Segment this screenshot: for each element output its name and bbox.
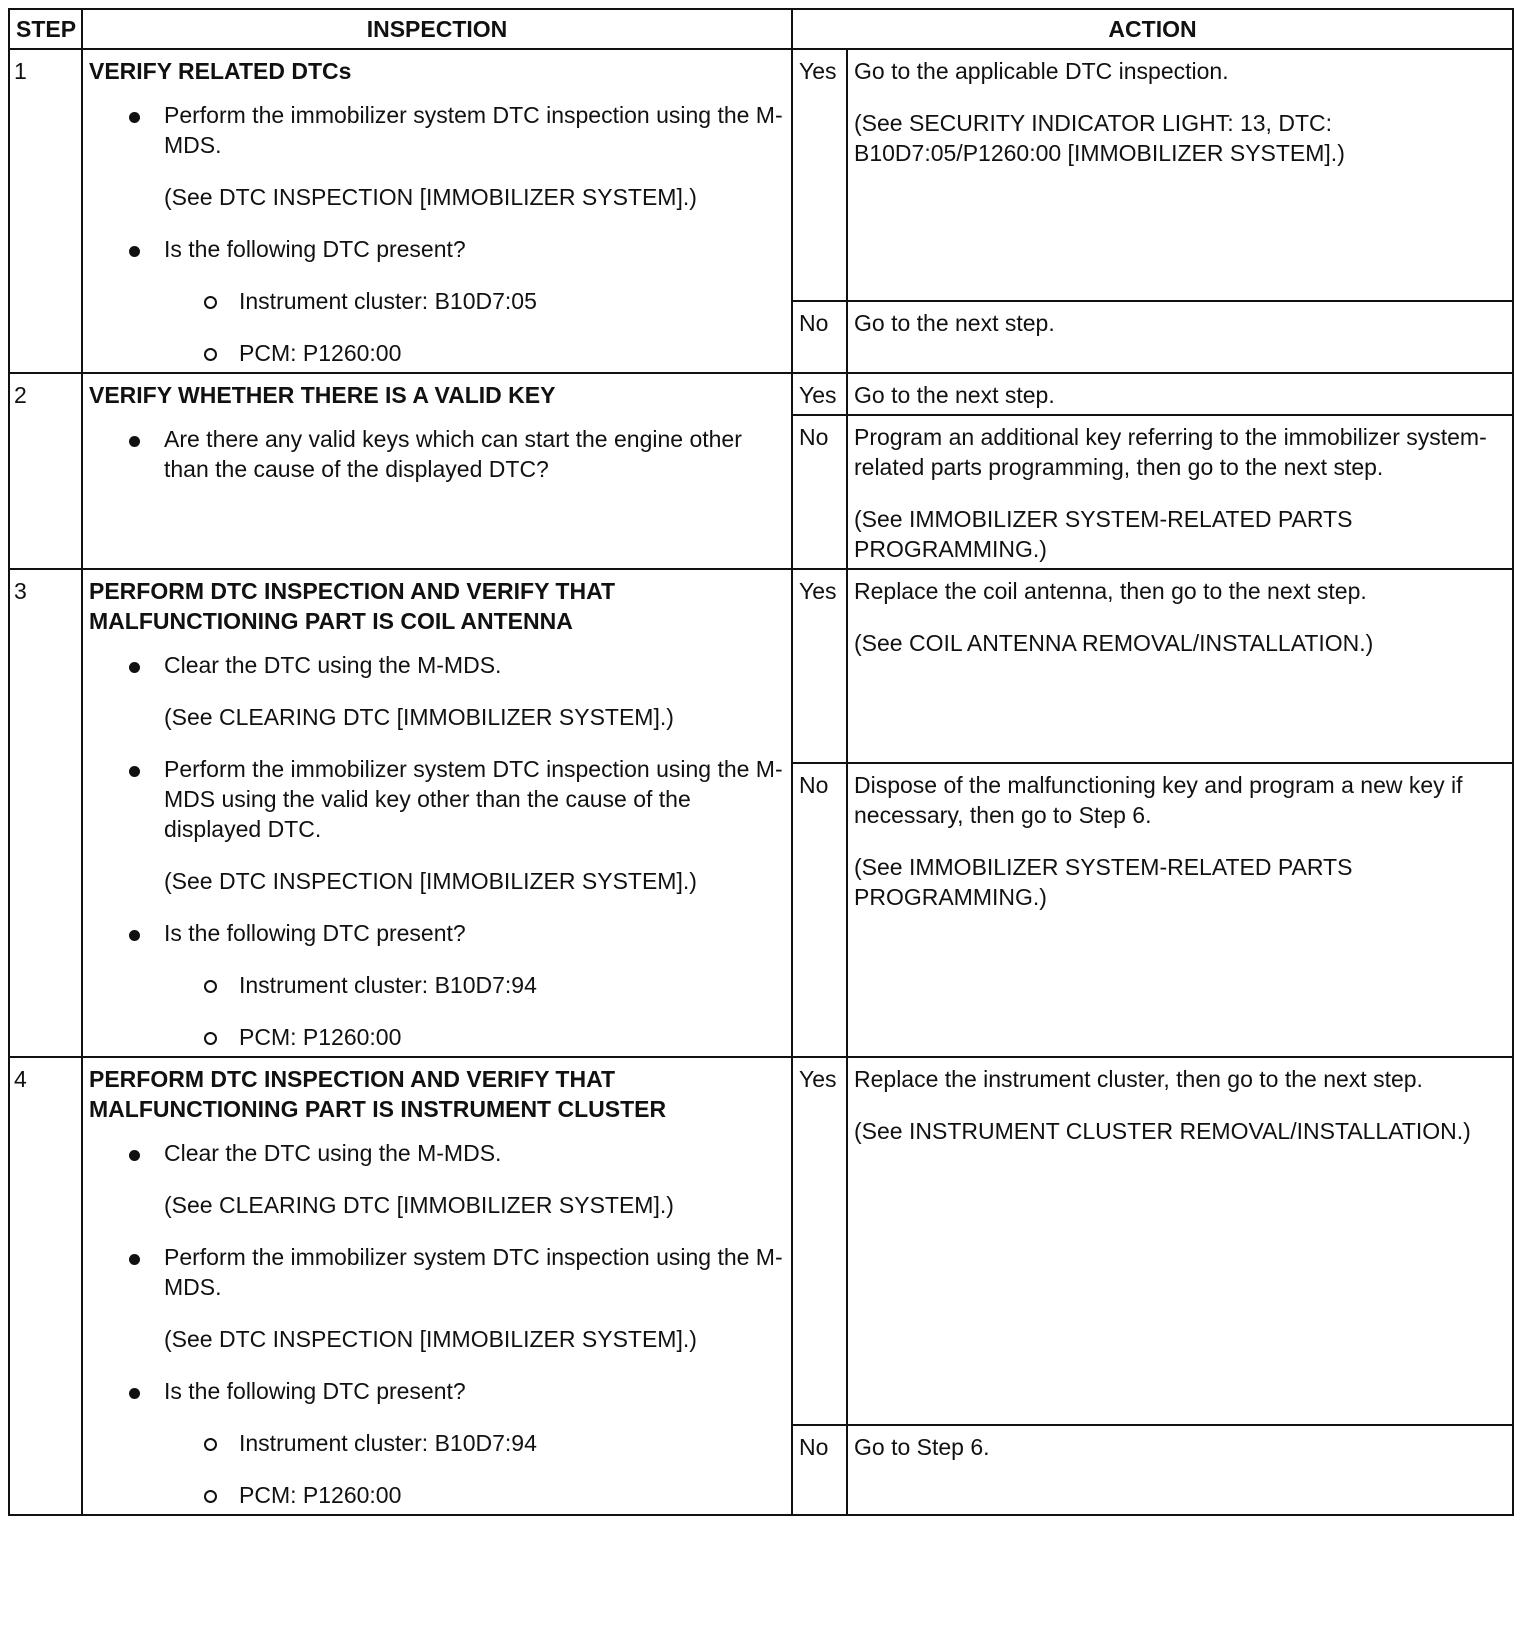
sub-bullet-item: Instrument cluster: B10D7:94 — [89, 1428, 785, 1458]
bullet-item: Is the following DTC present? — [89, 234, 785, 264]
sub-bullet-item: PCM: P1260:00 — [89, 338, 785, 368]
bullet-item: Is the following DTC present? — [89, 1376, 785, 1406]
bullet-item: Perform the immobilizer system DTC inspection using the M-MDS using the valid key other than the cause of the displayed DTC. — [89, 754, 785, 844]
action-text: Go to the next step. — [854, 382, 1055, 408]
bullet-item: Perform the immobilizer system DTC inspection using the M-MDS. — [89, 100, 785, 160]
step-number: 3 — [9, 569, 82, 1057]
reference-text: (See INSTRUMENT CLUSTER REMOVAL/INSTALLATION.) — [854, 1118, 1471, 1144]
step-1-row — [9, 49, 1513, 301]
inspection-title: PERFORM DTC INSPECTION AND VERIFY THAT MALFUNCTIONING PART IS COIL ANTENNA — [89, 578, 616, 634]
reference-text: (See IMMOBILIZER SYSTEM-RELATED PARTS PROGRAMMING.) — [854, 854, 1353, 910]
reference-text: (See IMMOBILIZER SYSTEM-RELATED PARTS PROGRAMMING.) — [854, 506, 1353, 562]
inspection-cell — [82, 49, 792, 373]
action-text: Go to Step 6. — [854, 1434, 990, 1460]
inspection-cell — [82, 373, 792, 569]
inspection-title: VERIFY RELATED DTCs — [89, 58, 352, 84]
bullet-icon — [129, 650, 140, 680]
bullet-item: Clear the DTC using the M-MDS. — [89, 1138, 785, 1168]
bullet-icon — [129, 1138, 140, 1168]
yes-action — [847, 1057, 1513, 1425]
circle-bullet-icon — [204, 1428, 217, 1458]
action-text: Program an additional key referring to the immobilizer system-related parts programming, then go to the next step. — [854, 424, 1487, 480]
bullet-item: Are there any valid keys which can start the engine other than the cause of the displayed DTC? — [89, 424, 785, 484]
bullet-item: Is the following DTC present? — [89, 918, 785, 948]
step-number: 2 — [9, 373, 82, 569]
circle-bullet-icon — [204, 970, 217, 1000]
no-action — [847, 415, 1513, 569]
step-3-row — [9, 569, 1513, 763]
bullet-icon — [129, 100, 140, 130]
no-action — [847, 301, 1513, 373]
header-action: ACTION — [792, 9, 1513, 49]
inspection-title: VERIFY WHETHER THERE IS A VALID KEY — [89, 382, 556, 408]
circle-bullet-icon — [204, 1022, 217, 1052]
reference-text: (See CLEARING DTC [IMMOBILIZER SYSTEM].) — [164, 704, 674, 730]
step-2-row — [9, 373, 1513, 415]
no-action — [847, 763, 1513, 1057]
troubleshooting-table — [8, 8, 1514, 1516]
header-row — [9, 9, 1513, 49]
yes-label: Yes — [792, 1057, 847, 1425]
yes-action — [847, 569, 1513, 763]
action-text: Go to the applicable DTC inspection. — [854, 58, 1229, 84]
no-label: No — [792, 1425, 847, 1515]
bullet-icon — [129, 424, 140, 454]
bullet-icon — [129, 918, 140, 948]
inspection-cell — [82, 569, 792, 1057]
inspection-cell — [82, 1057, 792, 1515]
sub-bullet-item: Instrument cluster: B10D7:05 — [89, 286, 785, 316]
no-action — [847, 1425, 1513, 1515]
action-text: Go to the next step. — [854, 310, 1055, 336]
inspection-title: PERFORM DTC INSPECTION AND VERIFY THAT MALFUNCTIONING PART IS INSTRUMENT CLUSTER — [89, 1066, 667, 1122]
reference-text: (See DTC INSPECTION [IMMOBILIZER SYSTEM].) — [164, 868, 697, 894]
no-label: No — [792, 763, 847, 1057]
reference-text: (See COIL ANTENNA REMOVAL/INSTALLATION.) — [854, 630, 1374, 656]
bullet-icon — [129, 1242, 140, 1272]
action-text: Replace the instrument cluster, then go to the next step. — [854, 1066, 1423, 1092]
bullet-icon — [129, 754, 140, 784]
step-number: 1 — [9, 49, 82, 373]
yes-label: Yes — [792, 373, 847, 415]
header-step: STEP — [9, 9, 82, 49]
no-label: No — [792, 415, 847, 569]
action-text: Dispose of the malfunctioning key and program a new key if necessary, then go to Step 6. — [854, 772, 1463, 828]
circle-bullet-icon — [204, 338, 217, 368]
yes-label: Yes — [792, 49, 847, 301]
yes-action — [847, 373, 1513, 415]
bullet-item: Perform the immobilizer system DTC inspection using the M-MDS. — [89, 1242, 785, 1302]
reference-text: (See CLEARING DTC [IMMOBILIZER SYSTEM].) — [164, 1192, 674, 1218]
sub-bullet-item: PCM: P1260:00 — [89, 1022, 785, 1052]
sub-bullet-item: Instrument cluster: B10D7:94 — [89, 970, 785, 1000]
yes-label: Yes — [792, 569, 847, 763]
step-number: 4 — [9, 1057, 82, 1515]
action-text: Replace the coil antenna, then go to the next step. — [854, 578, 1367, 604]
sub-bullet-item: PCM: P1260:00 — [89, 1480, 785, 1510]
circle-bullet-icon — [204, 286, 217, 316]
bullet-item: Clear the DTC using the M-MDS. — [89, 650, 785, 680]
circle-bullet-icon — [204, 1480, 217, 1510]
reference-text: (See DTC INSPECTION [IMMOBILIZER SYSTEM].) — [164, 1326, 697, 1352]
bullet-icon — [129, 1376, 140, 1406]
no-label: No — [792, 301, 847, 373]
yes-action — [847, 49, 1513, 301]
reference-text: (See DTC INSPECTION [IMMOBILIZER SYSTEM].) — [164, 184, 697, 210]
step-4-row — [9, 1057, 1513, 1425]
header-inspection: INSPECTION — [82, 9, 792, 49]
bullet-icon — [129, 234, 140, 264]
reference-text: (See SECURITY INDICATOR LIGHT: 13, DTC: B10D7:05/P1260:00 [IMMOBILIZER SYSTEM].) — [854, 110, 1345, 166]
